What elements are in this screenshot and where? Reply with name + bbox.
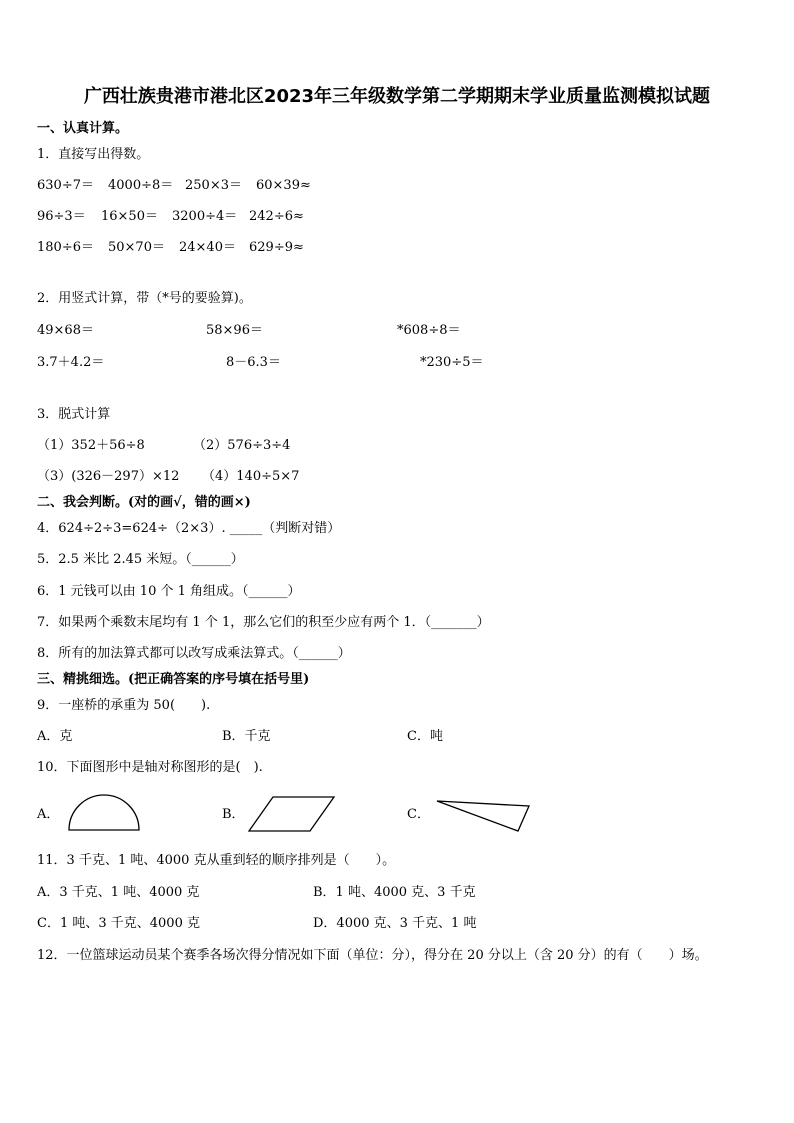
judge-question: 6．1 元钱可以由 10 个 1 角组成。（______） xyxy=(37,584,301,599)
q10-option-c: C． xyxy=(407,807,430,822)
semicircle-icon xyxy=(66,793,142,833)
q2-item: *608÷8＝ xyxy=(397,323,461,338)
q2-item: 3.7＋4.2＝ xyxy=(37,355,105,370)
question-1-stem: 1．直接写出得数。 xyxy=(37,147,150,162)
judge-question: 8．所有的加法算式都可以改写成乘法算式。（______） xyxy=(37,646,351,661)
q10-option-b: B． xyxy=(222,807,245,822)
q11-option-a: A．3 千克、1 吨、4000 克 xyxy=(37,885,200,900)
q11-option-c: C．1 吨、3 千克、4000 克 xyxy=(37,916,200,931)
question-2-stem: 2．用竖式计算，带（*号的要验算)。 xyxy=(37,291,252,306)
q1-item: 629÷9≈ xyxy=(249,240,304,255)
q11-option-d: D．4000 克、3 千克、1 吨 xyxy=(313,916,477,931)
q1-item: 630÷7＝ xyxy=(37,178,94,193)
q9-option-b: B．千克 xyxy=(222,729,271,744)
section-3-heading: 三、精挑细选。(把正确答案的序号填在括号里) xyxy=(37,672,310,687)
q1-item: 4000÷8＝ xyxy=(108,178,174,193)
q3-item: （3）(326－297）×12 xyxy=(37,469,180,484)
judge-question: 5．2.5 米比 2.45 米短。（______） xyxy=(37,552,244,567)
q9-option-a: A．克 xyxy=(37,729,73,744)
q3-item: （1）352＋56÷8 xyxy=(37,438,145,453)
question-3-stem: 3．脱式计算 xyxy=(37,407,111,422)
triangle-icon xyxy=(434,798,534,834)
q3-item: （4）140÷5×7 xyxy=(202,469,300,484)
q3-item: （2）576÷3÷4 xyxy=(193,438,291,453)
q10-option-a: A． xyxy=(37,807,60,822)
q1-item: 96÷3＝ xyxy=(37,209,86,224)
q1-item: 250×3＝ xyxy=(185,178,242,193)
question-12-stem: 12．一位篮球运动员某个赛季各场次得分情况如下面（单位：分），得分在 20 分以上（含 20 分）的有（ ）场。 xyxy=(37,948,708,963)
q1-item: 24×40＝ xyxy=(179,240,236,255)
section-1-heading: 一、认真计算。 xyxy=(37,121,129,136)
parallelogram-icon xyxy=(246,794,338,834)
q1-item: 3200÷4＝ xyxy=(172,209,238,224)
q2-item: *230÷5＝ xyxy=(420,355,484,370)
q2-item: 58×96＝ xyxy=(206,323,263,338)
q1-item: 50×70＝ xyxy=(108,240,165,255)
judge-question: 7．如果两个乘数末尾均有 1 个 1，那么它们的积至少应有两个 1．（_______） xyxy=(37,615,490,630)
question-11-stem: 11．3 千克、1 吨、4000 克从重到轻的顺序排列是（ ）。 xyxy=(37,853,396,868)
q1-item: 60×39≈ xyxy=(256,178,311,193)
question-9-stem: 9．一座桥的承重为 50( ). xyxy=(37,698,211,713)
q1-item: 242÷6≈ xyxy=(249,209,304,224)
q2-item: 8－6.3＝ xyxy=(226,355,281,370)
q1-item: 180÷6＝ xyxy=(37,240,94,255)
q11-option-b: B．1 吨、4000 克、3 千克 xyxy=(313,885,476,900)
q1-item: 16×50＝ xyxy=(101,209,158,224)
page-title: 广西壮族贵港市港北区2023年三年级数学第二学期期末学业质量监测模拟试题 xyxy=(83,86,711,107)
q2-item: 49×68＝ xyxy=(37,323,94,338)
section-2-heading: 二、我会判断。(对的画√，错的画×) xyxy=(37,495,251,510)
question-10-stem: 10．下面图形中是轴对称图形的是( ). xyxy=(37,760,263,775)
q9-option-c: C．吨 xyxy=(407,729,443,744)
judge-question: 4．624÷2÷3=624÷（2×3）. _____（判断对错） xyxy=(37,521,341,536)
